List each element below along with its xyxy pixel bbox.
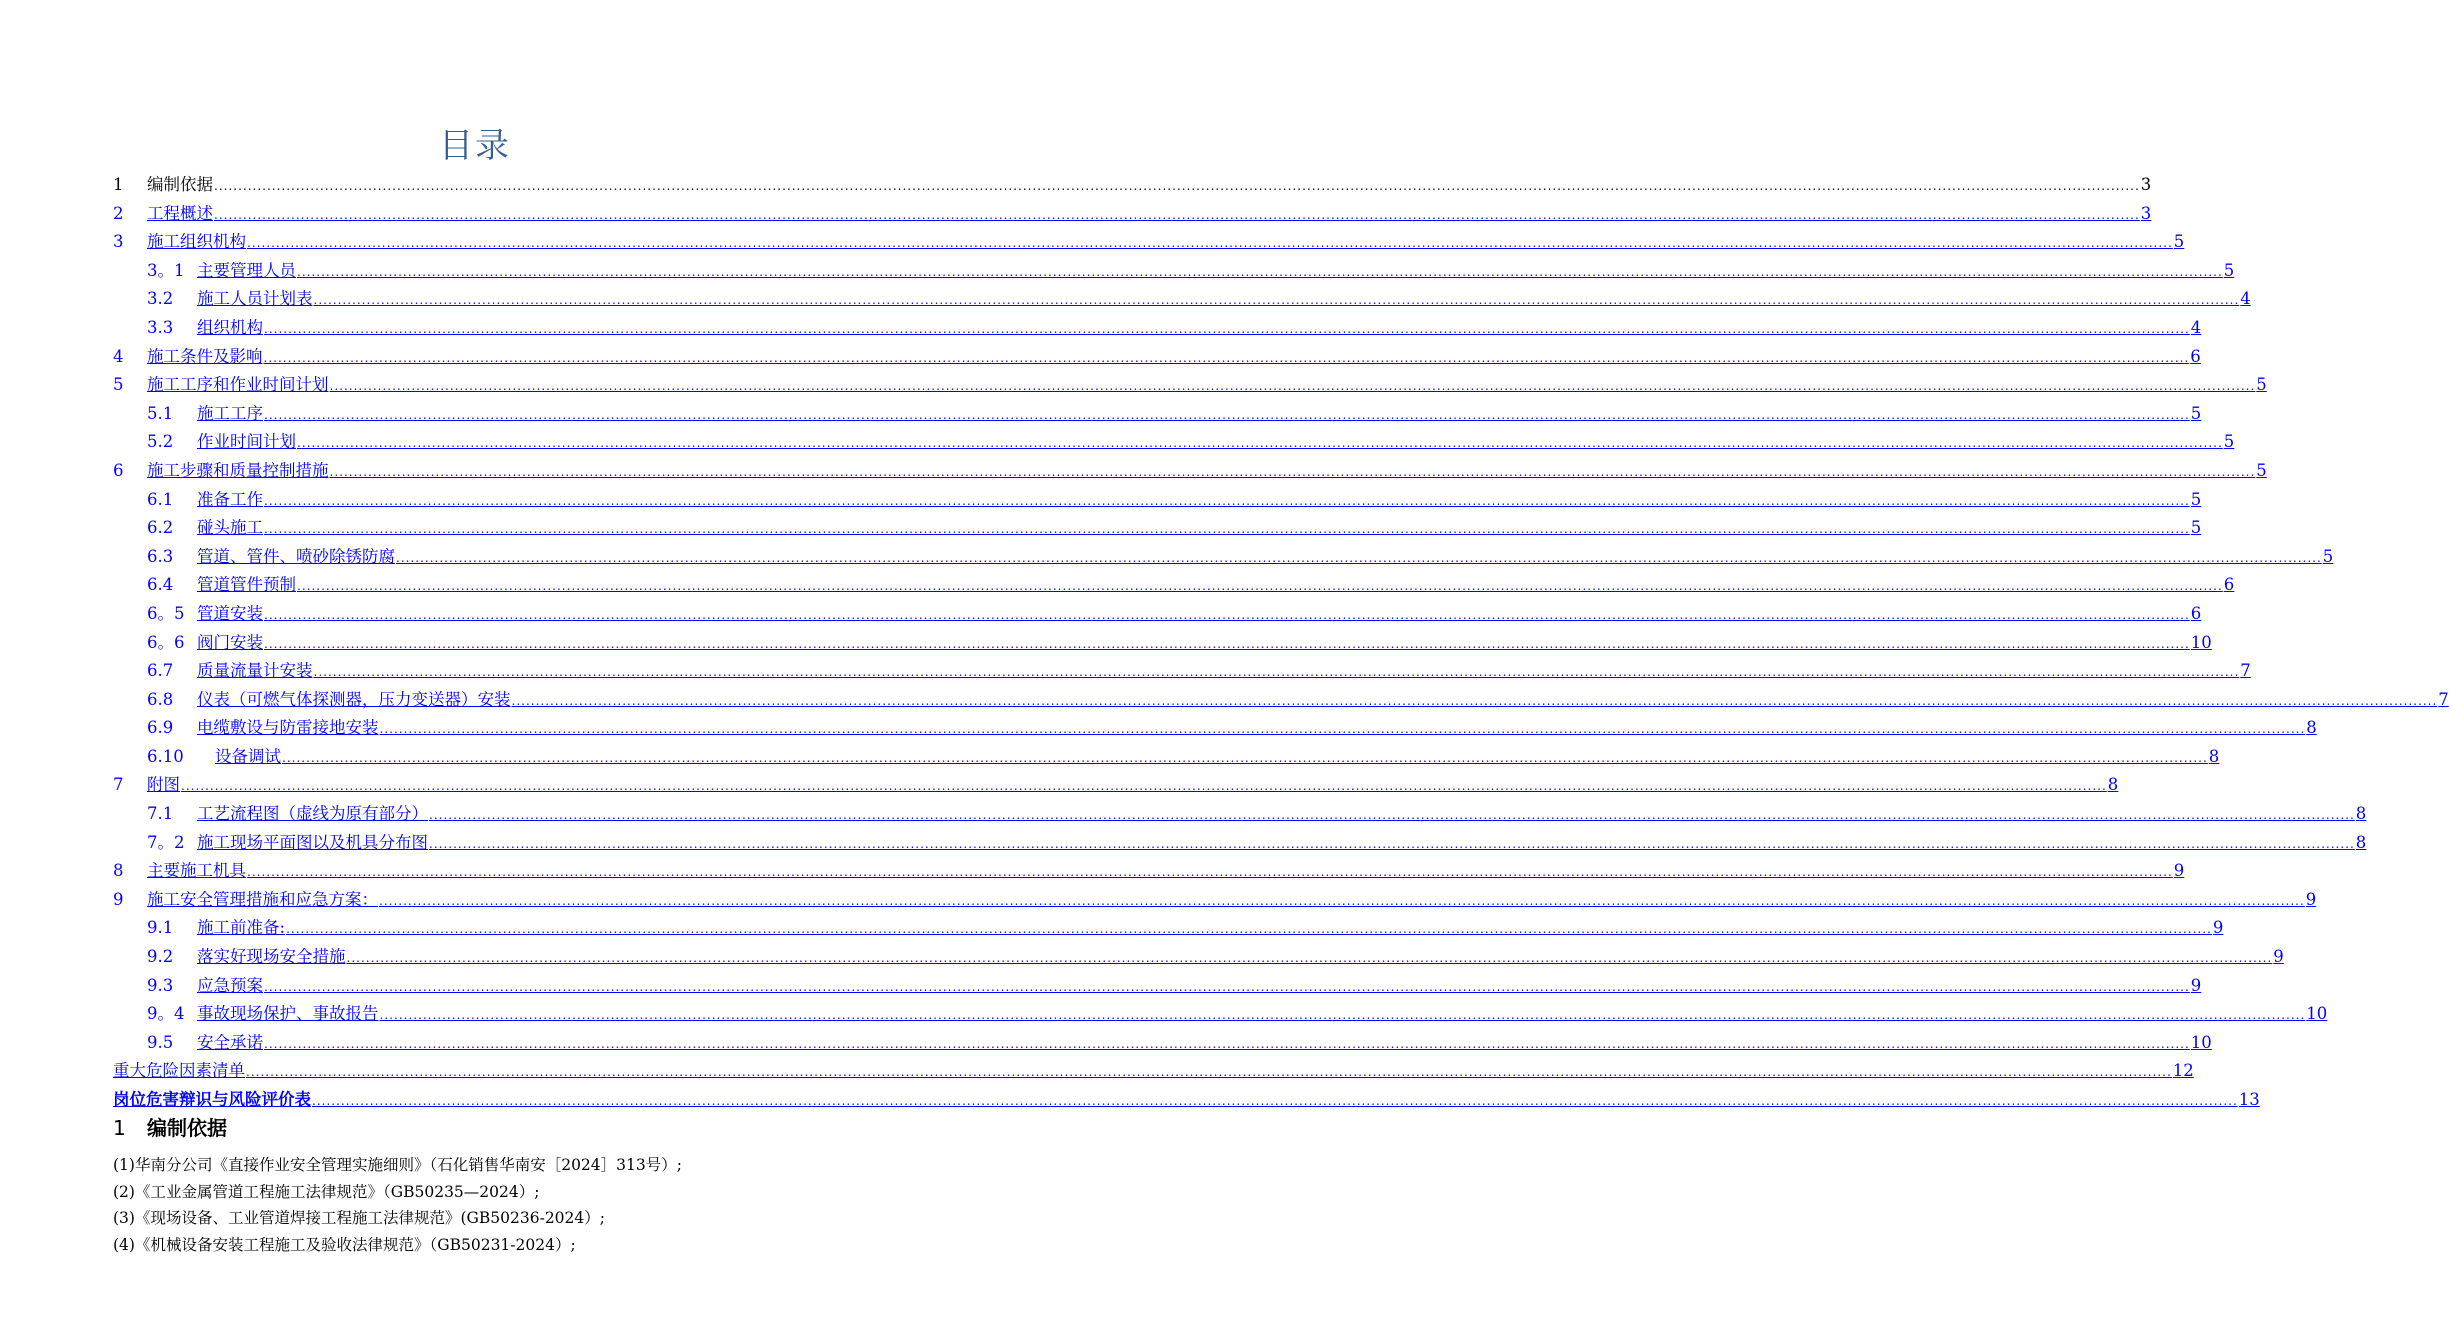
- toc-entry-text: [147, 285, 313, 314]
- toc-entry-label: 管道、管件、喷砂除锈防腐: [197, 546, 395, 566]
- toc-entry[interactable]: [113, 714, 2317, 743]
- toc-entry[interactable]: [113, 371, 2267, 400]
- toc-leader-dots: ................................................................................................................................................................................................................................................................................................................................................................................................................: [264, 321, 2190, 336]
- section-heading: [113, 1112, 227, 1141]
- table-of-contents: [113, 171, 2449, 1115]
- toc-entry-text: [113, 1057, 245, 1086]
- toc-entry-text: [113, 886, 378, 915]
- reference-item: (4)《机械设备安装工程施工及验收法律规范》（GB50231-2024）;: [113, 1235, 576, 1254]
- toc-entry[interactable]: [113, 171, 2152, 200]
- toc-entry-label: 电缆敷设与防雷接地安装: [197, 718, 379, 738]
- toc-entry-number: 9。4: [147, 1004, 185, 1024]
- toc-entry-label: 施工步骤和质量控制措施: [147, 460, 329, 480]
- toc-entry-number: 3.3: [147, 317, 174, 337]
- toc-entry-number: 8: [113, 861, 124, 881]
- toc-entry-text: [113, 343, 263, 372]
- toc-page-number: 3: [2140, 203, 2152, 223]
- toc-entry-text: [147, 600, 263, 629]
- toc-entry-label: 岗位危害辩识与风险评价表: [113, 1090, 311, 1109]
- toc-page-number: 3: [2140, 175, 2152, 194]
- toc-entry-number: 2: [113, 203, 124, 223]
- toc-entry-number: 6.10: [147, 746, 184, 766]
- toc-leader-dots: ................................................................................................................................................................................................................................................................................................................................................................................................................: [214, 207, 2140, 222]
- toc-entry-number: 6。6: [147, 632, 185, 652]
- toc-page-number: 7: [2240, 661, 2251, 681]
- toc-leader-dots: ................................................................................................................................................................................................................................................................................................................................................................................................................: [346, 951, 2273, 966]
- toc-page-number: 9: [2190, 975, 2202, 995]
- toc-entry-label: 重大危险因素清单: [113, 1061, 245, 1081]
- toc-entry-number: 6.7: [147, 661, 174, 681]
- toc-entry-text: [147, 714, 379, 743]
- toc-entry-label: 管道管件预制: [197, 575, 296, 595]
- toc-entry-number: 9.1: [147, 918, 174, 938]
- toc-leader-dots: ................................................................................................................................................................................................................................................................................................................................................................................................................: [214, 179, 2140, 193]
- toc-page-number: 5: [2223, 432, 2235, 452]
- toc-leader-dots: ................................................................................................................................................................................................................................................................................................................................................................................................................: [379, 722, 2306, 737]
- toc-entry-label: 管道安装: [197, 603, 263, 623]
- toc-entry[interactable]: [113, 1057, 2194, 1086]
- toc-entry-label: 施工现场平面图以及机具分布图: [197, 832, 428, 852]
- toc-entry-label: 主要管理人员: [197, 260, 296, 280]
- toc-entry-number: 3。1: [147, 260, 185, 280]
- toc-entry-label: 质量流量计安装: [197, 661, 313, 681]
- reference-item: (3)《现场设备、工业管道焊接工程施工法律规范》(GB50236-2024）;: [113, 1209, 605, 1227]
- reference-item: (2)《工业金属管道工程施工法律规范》（GB50235—2024）;: [113, 1182, 540, 1201]
- toc-entry[interactable]: [113, 829, 2367, 858]
- toc-leader-dots: ................................................................................................................................................................................................................................................................................................................................................................................................................: [264, 522, 2190, 537]
- toc-page-number: 5: [2256, 375, 2267, 395]
- toc-leader-dots: ................................................................................................................................................................................................................................................................................................................................................................................................................: [181, 779, 2107, 794]
- toc-entry-number: 5: [113, 375, 124, 395]
- toc-entry-text: [113, 857, 246, 886]
- toc-page-number: 13: [2238, 1090, 2260, 1109]
- toc-entry[interactable]: [113, 228, 2185, 257]
- toc-entry-label: 设备调试: [215, 746, 281, 766]
- toc-leader-dots: ................................................................................................................................................................................................................................................................................................................................................................................................................: [264, 407, 2190, 422]
- toc-entry-number: 7。2: [147, 832, 185, 852]
- toc-entry-number: 4: [113, 346, 124, 366]
- toc-page-number: 10: [2190, 632, 2212, 652]
- toc-leader-dots: ................................................................................................................................................................................................................................................................................................................................................................................................................: [396, 550, 2322, 565]
- toc-entry-label: 施工组织机构: [147, 232, 246, 252]
- toc-leader-dots: ................................................................................................................................................................................................................................................................................................................................................................................................................: [264, 493, 2190, 508]
- toc-entry[interactable]: [113, 886, 2317, 915]
- toc-entry[interactable]: [113, 914, 2224, 943]
- toc-page-number: 8: [2355, 804, 2367, 824]
- toc-entry-text: [147, 314, 263, 343]
- toc-entry-label: 落实好现场安全措施: [197, 947, 346, 967]
- toc-entry-text: [147, 629, 263, 658]
- toc-entry[interactable]: [113, 1086, 2260, 1115]
- toc-page-number: 5: [2256, 460, 2267, 480]
- toc-entry-label: 应急预案: [197, 975, 263, 995]
- toc-entry[interactable]: [113, 514, 2202, 543]
- toc-entry-text: [147, 1029, 263, 1058]
- toc-page-number: 6: [2190, 603, 2202, 623]
- toc-entry[interactable]: [113, 543, 2334, 572]
- toc-entry[interactable]: [113, 571, 2235, 600]
- toc-entry-text: [147, 428, 296, 457]
- toc-entry-label: 阀门安装: [197, 632, 263, 652]
- toc-entry-number: 9.2: [147, 947, 174, 967]
- toc-entry-number: 9.5: [147, 1032, 174, 1052]
- toc-entry[interactable]: [113, 743, 2220, 772]
- toc-leader-dots: ................................................................................................................................................................................................................................................................................................................................................................................................................: [264, 636, 2190, 651]
- toc-leader-dots: ................................................................................................................................................................................................................................................................................................................................................................................................................: [264, 979, 2190, 994]
- toc-leader-dots: ................................................................................................................................................................................................................................................................................................................................................................................................................: [263, 350, 2190, 365]
- toc-entry-text: [147, 543, 395, 572]
- toc-page-number: 7: [2438, 689, 2449, 709]
- toc-entry-label: 附图: [147, 775, 180, 795]
- toc-entry-text: [147, 486, 263, 515]
- toc-page-number: 8: [2306, 718, 2317, 738]
- toc-title: 目录: [439, 126, 511, 166]
- toc-page-number: 10: [2190, 1032, 2212, 1052]
- toc-page-number: 5: [2190, 518, 2202, 538]
- toc-entry-number: 3.2: [147, 289, 174, 309]
- toc-entry-text: [113, 200, 213, 229]
- toc-entry-number: 6.8: [147, 689, 174, 709]
- toc-entry[interactable]: [113, 600, 2202, 629]
- toc-page-number: 5: [2223, 260, 2235, 280]
- toc-page-number: 9: [2273, 947, 2284, 967]
- toc-entry-label: 仪表（可燃气体探测器，压力变送器）安装: [197, 689, 511, 709]
- toc-entry-label: 事故现场保护、事故报告: [197, 1004, 379, 1024]
- toc-leader-dots: ................................................................................................................................................................................................................................................................................................................................................................................................................: [246, 1065, 2172, 1080]
- toc-entry[interactable]: [113, 771, 2119, 800]
- toc-entry-text: [147, 943, 346, 972]
- toc-entry[interactable]: [113, 200, 2152, 229]
- toc-entry[interactable]: [113, 400, 2202, 429]
- toc-entry-number: 6。5: [147, 603, 185, 623]
- toc-leader-dots: ................................................................................................................................................................................................................................................................................................................................................................................................................: [247, 865, 2173, 880]
- toc-entry-number: 7.1: [147, 804, 174, 824]
- section-number: 1: [113, 1116, 126, 1140]
- toc-entry-text: [147, 257, 296, 286]
- toc-entry[interactable]: [113, 285, 2251, 314]
- toc-entry-number: 3: [113, 232, 124, 252]
- toc-entry[interactable]: [113, 428, 2235, 457]
- toc-leader-dots: ................................................................................................................................................................................................................................................................................................................................................................................................................: [379, 1008, 2306, 1023]
- toc-entry-label: 编制依据: [147, 175, 213, 194]
- toc-entry-number: 6.4: [147, 575, 174, 595]
- toc-page-number: 5: [2190, 489, 2202, 509]
- toc-entry-text: [113, 171, 213, 200]
- toc-leader-dots: ................................................................................................................................................................................................................................................................................................................................................................................................................: [264, 1036, 2190, 1051]
- toc-entry-label: 作业时间计划: [197, 432, 296, 452]
- toc-leader-dots: ................................................................................................................................................................................................................................................................................................................................................................................................................: [329, 379, 2256, 394]
- toc-entry[interactable]: [113, 257, 2235, 286]
- toc-page-number: 10: [2306, 1004, 2328, 1024]
- toc-entry-text: [147, 829, 428, 858]
- toc-entry-label: 施工人员计划表: [197, 289, 313, 309]
- toc-entry-text: [113, 771, 180, 800]
- toc-leader-dots: ................................................................................................................................................................................................................................................................................................................................................................................................................: [264, 607, 2190, 622]
- toc-entry[interactable]: [113, 629, 2212, 658]
- toc-entry-number: 6.3: [147, 546, 174, 566]
- toc-entry-text: [113, 457, 329, 486]
- toc-leader-dots: ................................................................................................................................................................................................................................................................................................................................................................................................................: [297, 264, 2223, 279]
- toc-page-number: 8: [2107, 775, 2119, 795]
- toc-entry-text: [147, 686, 511, 715]
- toc-entry-label: 施工工序和作业时间计划: [147, 375, 329, 395]
- toc-entry-label: 碰头施工: [197, 518, 263, 538]
- toc-entry-label: 主要施工机具: [147, 861, 246, 881]
- toc-entry-number: 6: [113, 460, 124, 480]
- toc-entry-number: 9.3: [147, 975, 174, 995]
- toc-entry-number: 6.9: [147, 718, 174, 738]
- toc-entry-text: [147, 657, 313, 686]
- toc-page-number: 12: [2172, 1061, 2194, 1081]
- toc-entry-label: 施工条件及影响: [147, 346, 263, 366]
- toc-leader-dots: ................................................................................................................................................................................................................................................................................................................................................................................................................: [247, 236, 2173, 251]
- toc-entry-label: 施工前准备:: [197, 918, 286, 938]
- toc-leader-dots: ................................................................................................................................................................................................................................................................................................................................................................................................................: [282, 750, 2208, 765]
- toc-entry[interactable]: [113, 657, 2251, 686]
- toc-entry-label: 施工工序: [197, 403, 263, 423]
- toc-entry-text: [147, 571, 296, 600]
- toc-entry-text: [113, 1086, 311, 1115]
- toc-entry[interactable]: [113, 1000, 2328, 1029]
- toc-entry[interactable]: [113, 686, 2449, 715]
- toc-leader-dots: ................................................................................................................................................................................................................................................................................................................................................................................................................: [511, 693, 2438, 708]
- toc-entry-number: 7: [113, 775, 124, 795]
- toc-page-number: 9: [2305, 889, 2317, 909]
- toc-leader-dots: ................................................................................................................................................................................................................................................................................................................................................................................................................: [312, 1094, 2238, 1108]
- toc-entry-label: 工艺流程图（虚线为原有部分）: [197, 804, 428, 824]
- toc-entry[interactable]: [113, 943, 2284, 972]
- toc-page-number: 9: [2173, 861, 2185, 881]
- toc-page-number: 6: [2223, 575, 2235, 595]
- toc-leader-dots: ................................................................................................................................................................................................................................................................................................................................................................................................................: [329, 464, 2256, 479]
- toc-entry-text: [113, 371, 329, 400]
- toc-leader-dots: ................................................................................................................................................................................................................................................................................................................................................................................................................: [297, 436, 2223, 451]
- toc-entry-text: [147, 514, 263, 543]
- toc-entry-number: 9: [113, 889, 124, 909]
- toc-entry[interactable]: [113, 1029, 2212, 1058]
- toc-entry[interactable]: [113, 857, 2185, 886]
- toc-entry-text: [113, 228, 246, 257]
- reference-item: (1)华南分公司《直接作业安全管理实施细则》（石化销售华南安［2024］313号）;: [113, 1156, 682, 1174]
- toc-page-number: 4: [2240, 289, 2251, 309]
- toc-page-number: 8: [2355, 832, 2367, 852]
- toc-leader-dots: ................................................................................................................................................................................................................................................................................................................................................................................................................: [313, 293, 2240, 308]
- toc-page-number: 6: [2190, 346, 2201, 366]
- toc-entry-text: [147, 1000, 379, 1029]
- toc-entry[interactable]: [113, 800, 2367, 829]
- toc-entry-text: [147, 972, 263, 1001]
- toc-page-number: 5: [2322, 546, 2334, 566]
- toc-entry-number: 5.2: [147, 432, 174, 452]
- toc-entry-label: 安全承诺: [197, 1032, 263, 1052]
- toc-entry[interactable]: [113, 486, 2202, 515]
- toc-entry-number: 1: [113, 175, 124, 194]
- toc-entry-number: 5.1: [147, 403, 174, 423]
- toc-leader-dots: ................................................................................................................................................................................................................................................................................................................................................................................................................: [429, 836, 2355, 851]
- toc-entry-label: 组织机构: [197, 317, 263, 337]
- toc-leader-dots: ................................................................................................................................................................................................................................................................................................................................................................................................................: [429, 808, 2355, 823]
- toc-entry-number: 6.2: [147, 518, 174, 538]
- toc-entry-number: 6.1: [147, 489, 174, 509]
- section-title: 编制依据: [147, 1116, 227, 1140]
- toc-entry-text: [147, 743, 281, 772]
- toc-page-number: 8: [2208, 746, 2220, 766]
- toc-entry-text: [147, 400, 263, 429]
- toc-entry[interactable]: [113, 314, 2202, 343]
- toc-entry[interactable]: [113, 343, 2201, 372]
- toc-page-number: 5: [2173, 232, 2185, 252]
- toc-leader-dots: ................................................................................................................................................................................................................................................................................................................................................................................................................: [379, 893, 2305, 908]
- toc-leader-dots: ................................................................................................................................................................................................................................................................................................................................................................................................................: [313, 665, 2240, 680]
- toc-entry[interactable]: [113, 972, 2202, 1001]
- toc-page-number: 5: [2190, 403, 2202, 423]
- toc-leader-dots: ................................................................................................................................................................................................................................................................................................................................................................................................................: [286, 922, 2212, 937]
- toc-entry[interactable]: [113, 457, 2267, 486]
- toc-entry-label: 施工安全管理措施和应急方案：: [147, 889, 378, 909]
- toc-leader-dots: ................................................................................................................................................................................................................................................................................................................................................................................................................: [297, 579, 2223, 594]
- toc-entry-label: 工程概述: [147, 203, 213, 223]
- toc-entry-text: [147, 800, 428, 829]
- toc-page-number: 4: [2190, 317, 2202, 337]
- reference-list: [113, 1152, 859, 1258]
- toc-entry-label: 准备工作: [197, 489, 263, 509]
- toc-entry-text: [147, 914, 285, 943]
- toc-page-number: 9: [2212, 918, 2224, 938]
